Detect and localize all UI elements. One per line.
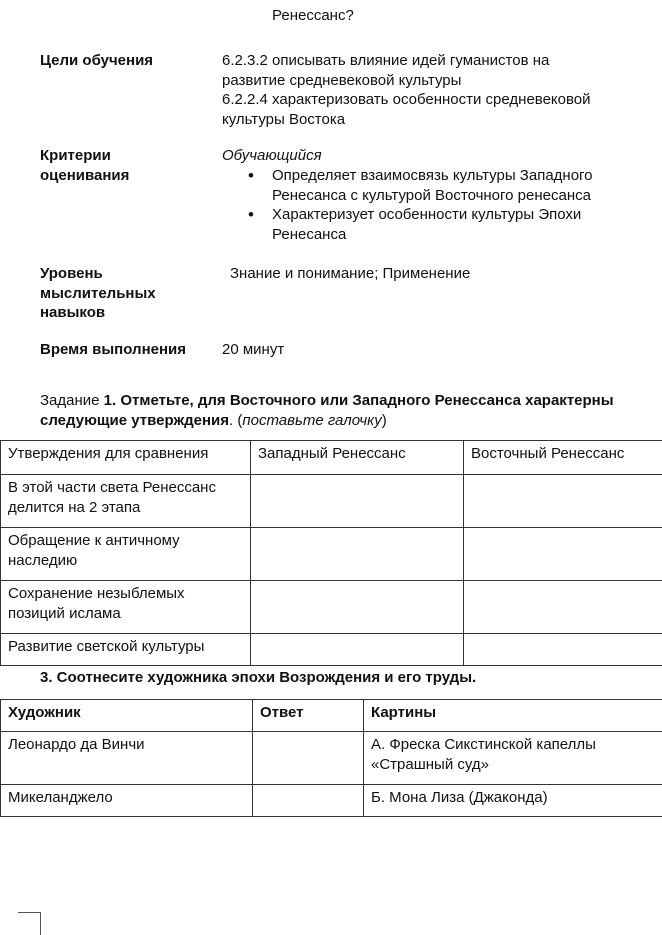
eastern-check-cell[interactable]	[464, 634, 662, 666]
task3-heading: 3. Соотнесите художника эпохи Возрождения и его труды.	[40, 668, 476, 688]
artists-table	[0, 699, 662, 817]
painting-cell: А. Фреска Сикстинской капеллы «Страшный суд»	[364, 732, 662, 785]
time-value: 20 минут	[222, 340, 284, 360]
time-label: Время выполнения	[40, 340, 186, 360]
criteria-item: • Характеризует особенности культуры Эпохи Ренесанса	[272, 205, 593, 244]
table-row	[1, 732, 662, 785]
table-row	[1, 581, 662, 634]
header-artist: Художник	[1, 700, 253, 732]
table-row	[1, 528, 662, 581]
artist-cell: Леонардо да Винчи	[1, 732, 253, 785]
statement-cell: В этой части света Ренессанс делится на 2 этапа	[1, 475, 251, 528]
header-statements: Утверждения для сравнения	[1, 441, 251, 475]
table-row	[1, 634, 662, 666]
objectives-label: Цели обучения	[40, 51, 153, 71]
eastern-check-cell[interactable]	[464, 528, 662, 581]
task1-heading: Задание 1. Отметьте, для Восточного или Западного Ренессанса характерны	[40, 391, 614, 411]
statement-cell: Сохранение незыблемых позиций ислама	[1, 581, 251, 634]
header-eastern: Восточный Ренессанс	[464, 441, 662, 475]
criteria-list	[272, 166, 593, 244]
western-check-cell[interactable]	[251, 581, 464, 634]
western-check-cell[interactable]	[251, 475, 464, 528]
answer-cell[interactable]	[253, 732, 364, 785]
criteria-item: • Определяет взаимосвязь культуры Западного Ренесанса с культурой Восточного ренесанса	[272, 166, 593, 205]
objectives-text: 6.2.3.2 описывать влияние идей гуманистов на развитие средневековой культуры 6.2.2.4 характеризовать особенности средневековой культуры Востока	[222, 51, 591, 129]
header-western: Западный Ренессанс	[251, 441, 464, 475]
painting-cell: Б. Мона Лиза (Джаконда)	[364, 785, 662, 817]
statement-cell: Развитие светской культуры	[1, 634, 251, 666]
table-header-row	[1, 700, 662, 732]
top-fragment: Ренессанс?	[272, 6, 354, 26]
table-row	[1, 475, 662, 528]
header-paintings: Картины	[364, 700, 662, 732]
criteria-label: Критерии оценивания	[40, 146, 129, 185]
eastern-check-cell[interactable]	[464, 581, 662, 634]
table-row	[1, 785, 662, 817]
artist-cell: Микеланджело	[1, 785, 253, 817]
comparison-table	[0, 440, 662, 666]
criteria-intro: Обучающийся	[222, 146, 322, 166]
page-corner-mark	[18, 912, 41, 935]
statement-cell: Обращение к античному наследию	[1, 528, 251, 581]
table-header-row	[1, 441, 662, 475]
thinking-label: Уровень мыслительных навыков	[40, 264, 156, 323]
answer-cell[interactable]	[253, 785, 364, 817]
header-answer: Ответ	[253, 700, 364, 732]
western-check-cell[interactable]	[251, 528, 464, 581]
thinking-value: Знание и понимание; Применение	[230, 264, 470, 284]
western-check-cell[interactable]	[251, 634, 464, 666]
eastern-check-cell[interactable]	[464, 475, 662, 528]
task1-heading-line2: следующие утверждения. (поставьте галочку)	[40, 411, 387, 431]
